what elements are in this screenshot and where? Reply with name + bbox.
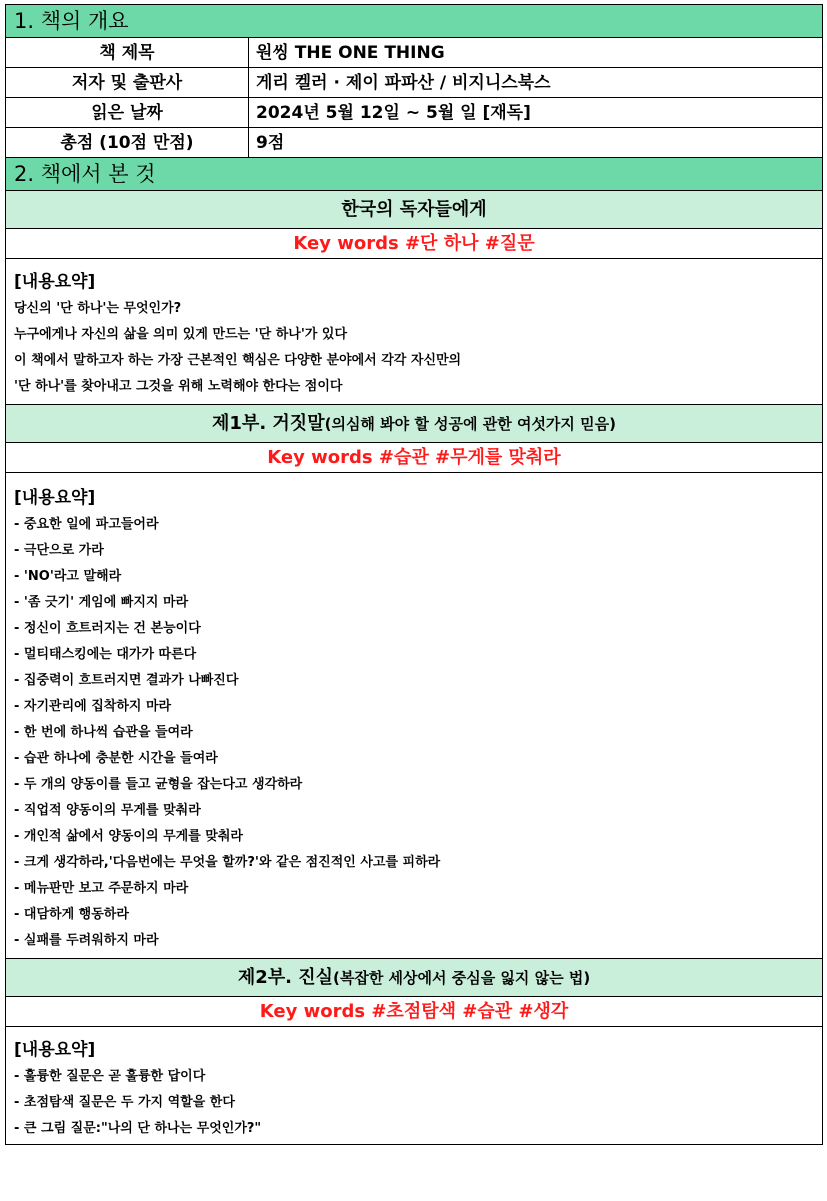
part1-heading-sub: (의심해 봐야 할 성공에 관한 여섯가지 믿음) bbox=[324, 415, 616, 433]
part1-heading-main: 제1부. 거짓말 bbox=[212, 413, 325, 434]
summary-line: - '좀 긋기' 게임에 빠지지 마라 bbox=[14, 595, 189, 610]
summary-line: - 대담하게 행동하라 bbox=[14, 907, 129, 922]
info-key: 저자 및 출판사 bbox=[6, 68, 249, 97]
info-key: 책 제목 bbox=[6, 38, 249, 67]
part2-heading-sub: (복잡한 세상에서 중심을 잃지 않는 법) bbox=[333, 969, 591, 987]
info-row-author bbox=[6, 68, 822, 98]
summary-line: - 큰 그림 질문:"나의 단 하나는 무엇인가?" bbox=[14, 1121, 262, 1136]
part2-keywords: Key words #초점탐색 #습관 #생각 bbox=[6, 997, 822, 1027]
intro-keywords: Key words #단 하나 #질문 bbox=[6, 229, 822, 259]
summary-line: - 집중력이 흐트러지면 결과가 나빠진다 bbox=[14, 673, 239, 688]
summary-line: - 메뉴판만 보고 주문하지 마라 bbox=[14, 881, 189, 896]
summary-title: [내용요약] bbox=[14, 272, 96, 292]
part1-heading bbox=[6, 405, 822, 443]
summary-line: - 자기관리에 집착하지 마라 bbox=[14, 699, 172, 714]
info-row-title bbox=[6, 38, 822, 68]
summary-line: - 크게 생각하라,'다음번에는 무엇을 할까?'와 같은 점진적인 사고를 피하라 bbox=[14, 855, 441, 870]
intro-summary bbox=[6, 259, 822, 405]
summary-title: [내용요약] bbox=[14, 488, 96, 508]
part1-summary bbox=[6, 473, 822, 959]
part2-heading bbox=[6, 959, 822, 997]
info-row-score bbox=[6, 128, 822, 158]
summary-line: 당신의 '단 하나'는 무엇인가? bbox=[14, 301, 182, 316]
summary-line: - 훌륭한 질문은 곧 훌륭한 답이다 bbox=[14, 1069, 206, 1084]
summary-line: 이 책에서 말하고자 하는 가장 근본적인 핵심은 다양한 분야에서 각각 자신만의 bbox=[14, 353, 462, 368]
summary-line: 누구에게나 자신의 삶을 의미 있게 만드는 '단 하나'가 있다 bbox=[14, 327, 348, 342]
summary-line: - 두 개의 양동이를 들고 균형을 잡는다고 생각하라 bbox=[14, 777, 303, 792]
summary-line: - 중요한 일에 파고들어라 bbox=[14, 517, 159, 532]
part2-summary bbox=[6, 1027, 822, 1144]
book-report-document bbox=[5, 4, 823, 1145]
info-key: 읽은 날짜 bbox=[6, 98, 249, 127]
intro-heading: 한국의 독자들에게 bbox=[6, 191, 822, 229]
summary-line: - 습관 하나에 충분한 시간을 들여라 bbox=[14, 751, 218, 766]
info-value: 게리 켈러 · 제이 파파산 / 비지니스북스 bbox=[256, 73, 551, 93]
summary-line: - 정신이 흐트러지는 건 본능이다 bbox=[14, 621, 201, 636]
summary-title: [내용요약] bbox=[14, 1040, 96, 1060]
summary-line: - 멀티태스킹에는 대가가 따른다 bbox=[14, 647, 197, 662]
info-value: 원씽 THE ONE THING bbox=[256, 43, 445, 63]
summary-line: - 'NO'라고 말해라 bbox=[14, 569, 122, 584]
summary-line: '단 하나'를 찾아내고 그것을 위해 노력해야 한다는 점이다 bbox=[14, 379, 343, 394]
summary-line: - 개인적 삶에서 양동이의 무게를 맞춰라 bbox=[14, 829, 243, 844]
info-value: 2024년 5월 12일 ~ 5월 일 [재독] bbox=[256, 103, 531, 123]
part1-keywords: Key words #습관 #무게를 맞춰라 bbox=[6, 443, 822, 473]
summary-line: - 직업적 양동이의 무게를 맞춰라 bbox=[14, 803, 201, 818]
section-overview-header: 1. 책의 개요 bbox=[6, 5, 822, 38]
summary-line: - 극단으로 가라 bbox=[14, 543, 104, 558]
summary-line: - 초점탐색 질문은 두 가지 역할을 한다 bbox=[14, 1095, 235, 1110]
summary-line: - 한 번에 하나씩 습관을 들여라 bbox=[14, 725, 193, 740]
info-key: 총점 (10점 만점) bbox=[6, 128, 249, 157]
info-row-date bbox=[6, 98, 822, 128]
info-value: 9점 bbox=[256, 133, 285, 153]
section-content-header: 2. 책에서 본 것 bbox=[6, 158, 822, 191]
summary-line: - 실패를 두려워하지 마라 bbox=[14, 933, 159, 948]
part2-heading-main: 제2부. 진실 bbox=[237, 967, 333, 988]
